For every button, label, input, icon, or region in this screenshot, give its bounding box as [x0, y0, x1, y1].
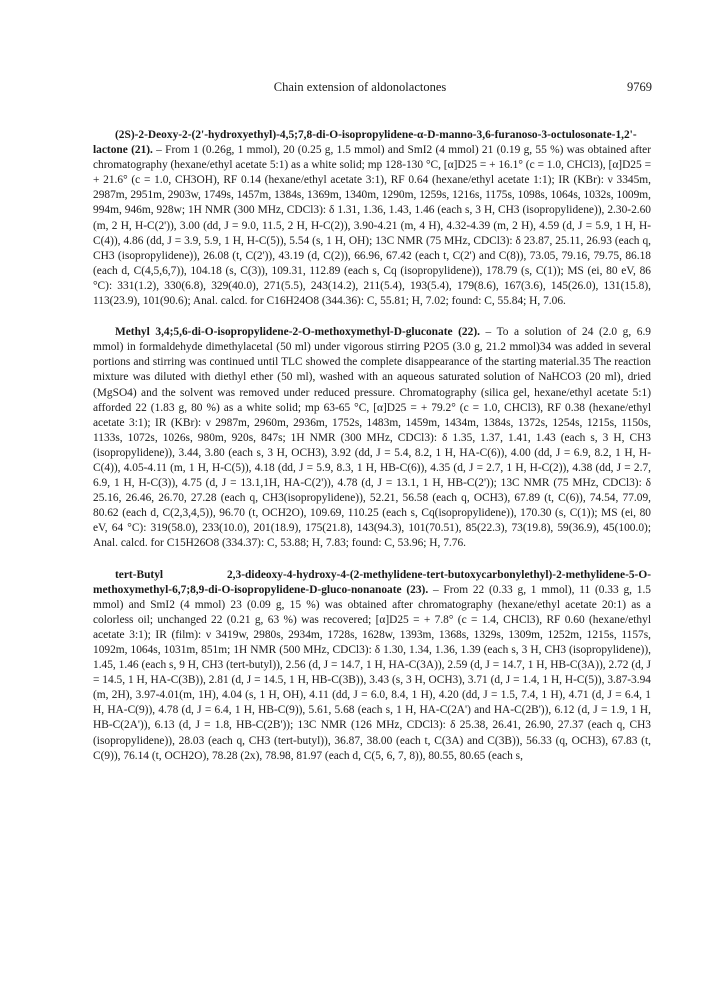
experimental-paragraph	[93, 325, 651, 551]
experimental-paragraph	[93, 568, 651, 764]
paragraph-text: – From 1 (0.26g, 1 mmol), 20 (0.25 g, 1.5 mmol) and SmI2 (4 mmol) 21 (0.19 g, 55 %) was obtained after chromatography (hexane/ethyl acetate 5:1) as a white solid; mp 128-130 °C, [α]D25 = + 16.1° (c = 1.0, CHCl3), [α]D25 = + 21.6° (c = 1.0, CH3OH), RF 0.14 (hexane/ethyl acetate 3:1), RF 0.64 (hexane/ethyl acetate 1:1); IR (KBr): ν 3345m, 2987m, 2951m, 2903w, 1749s, 1457m, 1384s, 1369m, 1340m, 1290m, 1259s, 1216s, 1175s, 1098s, 1064s, 1032s, 1009m, 994m, 946m, 928w; 1H NMR (300 MHz, CDCl3): δ 1.31, 1.36, 1.43, 1.46 (each s, 3 H, CH3 (isopropylidene)), 2.30-2.60 (m, 2 H, H-C(2')), 3.00 (dd, J = 9.0, 11.5, 2 H, H-C(2)), 3.90-4.21 (m, 4 H), 4.32-4.39 (m, 2 H), 4.59 (d, J = 5.9, 1 H, H-C(4)), 4.86 (dd, J = 3.9, 5.9, 1 H, H-C(5)), 5.54 (s, 1 H, OH); 13C NMR (75 MHz, CDCl3): δ 23.87, 25.11, 26.93 (each q, CH3 (isopropylidene)), 26.08 (t, C(2')), 43.19 (d, C(2)), 66.96, 67.42 (each t, C(2') and C(8)), 73.05, 79.16, 79.75, 86.18 (each d, C(4,5,6,7)), 104.18 (s, C(3)), 109.31, 112.89 (each s, Cq (isopropylidene)), 178.79 (s, C(1)); MS (ei, 80 eV, 86 °C): 331(1.2), 330(6.8), 329(40.0), 271(5.5), 243(14.2), 211(5.4), 193(5.4), 179(8.6), 167(3.6), 145(26.0), 131(15.8), 113(23.9), 101(90.6); Anal. calcd. for C16H24O8 (344.36): C, 55.81; H, 7.02; found: C, 55.84; H, 7.06.	[93, 144, 651, 308]
running-title: Chain extension of aldonolactones	[273, 80, 447, 94]
paragraph-text: – From 22 (0.33 g, 1 mmol), 11 (0.33 g, 1.5 mmol) and SmI2 (4 mmol) 23 (0.09 g, 15 %) was obtained after chromatography (hexane/ethyl acetate 20:1) as a colorless oil; unchanged 22 (0.21 g, 63 %) was recovered; [α]D25 = + 7.8° (c = 1.4, CHCl3), RF 0.60 (hexane/ethyl acetate 3:1); IR (film): ν 3419w, 2980s, 2934m, 1728s, 1628w, 1393m, 1368s, 1329s, 1309m, 1252m, 1215s, 1157s, 1092m, 1064s, 1031m, 851m; 1H NMR (500 MHz, CDCl3): δ 1.30, 1.34, 1.36, 1.39 (each s, 3 H, CH3 (isopropylidene)), 1.45, 1.46 (each s, 9 H, CH3 (tert-butyl)), 2.56 (d, J = 14.7, 1 H, HA-C(3A)), 2.59 (d, J = 14.7, 1 H, HB-C(3A)), 2.72 (d, J = 14.5, 1 H, HA-C(3B)), 2.81 (d, J = 14.5, 1 H, HB-C(3B)), 3.43 (s, 3 H, OCH3), 3.71 (d, J = 1.4, 1 H, H-C(5)), 3.87-3.94 (m, 2H), 3.97-4.01(m, 1H), 4.04 (s, 1 H, OH), 4.11 (dd, J = 6.0, 8.4, 1 H), 4.20 (dd, J = 1.5, 7.4, 1 H), 4.71 (d, J = 6.4, 1 H, HA-C(9)), 4.78 (d, J = 6.4, 1 H, HB-C(9)), 5.61, 5.68 (each s, 1 H, HA-C(2A') and HA-C(2B')), 6.12 (d, J = 1.9, 1 H, HB-C(2A')), 6.13 (d, J = 1.8, HB-C(2B')); 13C NMR (126 MHz, CDCl3): δ 25.38, 26.41, 26.90, 27.37 (each q, CH3 (isopropylidene)), 28.03 (each q, CH3 (tert-butyl)), 36.87, 38.00 (each t, C(3A) and C(3B)), 56.33 (q, OCH3), 67.83 (t, C(9)), 76.14 (t, OCH2O), 78.28 (2x), 78.98, 81.97 (each d, C(5, 6, 7, 8)), 80.55, 80.65 (each s,	[93, 583, 651, 762]
compound-heading: tert-Butyl 2,3-dideoxy-4-hydroxy-4-(2-methylidene-tert-butoxycarbonylethyl)-2-methylidene-5-O-methoxymethyl-6,7;8,9-di-O-isopropylidene-D-gluco-nonanoate (23).	[93, 568, 651, 596]
compound-heading: Methyl 3,4;5,6-di-O-isopropylidene-2-O-methoxymethyl-D-gluconate (22).	[115, 326, 480, 339]
experimental-paragraph	[93, 128, 651, 309]
paragraph-text: – To a solution of 24 (2.0 g, 6.9 mmol) in formaldehyde dimethylacetal (50 ml) under vigorous stirring P2O5 (3.0 g, 21.2 mmol)34 was added in several portions and stirring was continued until TLC showed the complete disappearance of the starting material.35 The reaction mixture was diluted with diethyl ether (50 ml), washed with an aqueous saturated solution of NaHCO3 (20 ml), dried (MgSO4) and the solvent was removed under reduced pressure. Chromatography (silica gel, hexane/ethyl acetate 5:1) afforded 22 (1.83 g, 80 %) as a white solid; mp 63-65 °C, [α]D25 = + 79.2° (c = 1.0, CHCl3), RF 0.38 (hexane/ethyl acetate 3:1); IR (KBr): ν 2987m, 2960m, 2936m, 1752s, 1483m, 1459m, 1434m, 1384s, 1372s, 1254s, 1215s, 1150s, 1133s, 1072s, 1026s, 980m, 920s, 847s; 1H NMR (300 MHz, CDCl3): δ 1.35, 1.37, 1.41, 1.43 (each s, 3 H, CH3 (isopropylidene)), 3.44, 3.80 (each s, 3 H, OCH3), 3.92 (dd, J = 5.4, 8.2, 1 H, HA-C(6)), 4.00 (dd, J = 6.9, 8.2, 1 H, H-C(4)), 4.05-4.11 (m, 1 H, H-C(5)), 4.18 (dd, J = 5.9, 8.3, 1 H, HB-C(6)), 4.35 (d, J = 2.7, 1 H, H-C(2)), 4.38 (dd, J = 2.7, 6.9, 1 H, H-C(3)), 4.75 (d, J = 13.1,1H, HA-C(2')), 4.78 (d, J = 13.1, 1 H, HB-C(2')); 13C NMR (75 MHz, CDCl3): δ 25.16, 26.46, 26.70, 27.28 (each q, CH3(isopropylidene)), 52.21, 56.58 (each q, OCH3), 67.89 (t, C(6)), 74.54, 77.09, 80.62 (each d, C(2,3,4,5)), 96.70 (t, OCH2O), 109.69, 110.25 (each s, Cq(isopropylidene)), 170.30 (s, C(1)); MS (ei, 80 eV, 64 °C): 319(58.0), 233(10.0), 201(18.9), 175(21.8), 143(94.3), 101(70.51), 85(22.3), 73(19.8), 59(36.9), 45(100.0); Anal. calcd. for C15H26O8 (334.37): C, 53.88; H, 7.83; found: C, 53.96; H, 7.76.	[93, 326, 651, 550]
document-body	[93, 128, 651, 780]
compound-heading: (2S)-2-Deoxy-2-(2'-hydroxyethyl)-4,5;7,8-di-O-isopropylidene-α-D-manno-3,6-furanoso-3-octulosonate-1,2'-lactone (21).	[93, 129, 637, 157]
page-number: 9769	[627, 80, 652, 94]
